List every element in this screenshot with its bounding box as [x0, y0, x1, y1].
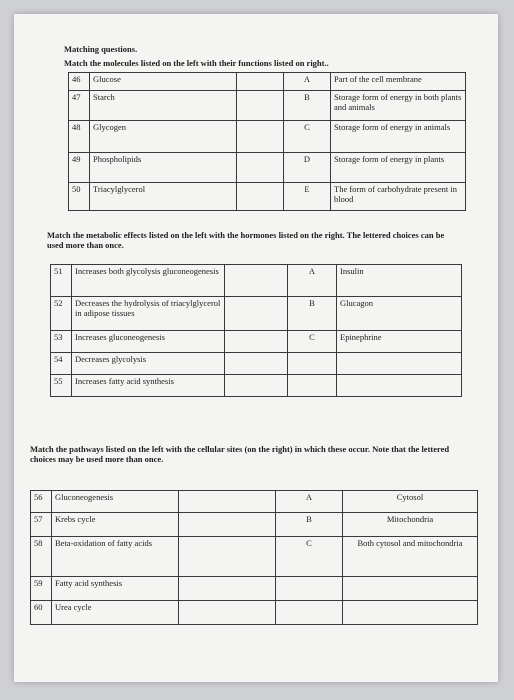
choice-letter: E — [284, 183, 331, 211]
answer-cell[interactable] — [225, 265, 288, 297]
choice-letter — [276, 601, 343, 625]
answer-cell[interactable] — [225, 375, 288, 397]
table-row — [31, 537, 478, 577]
table-row — [31, 513, 478, 537]
choice-text: Mitochondria — [343, 513, 478, 537]
choice-letter: D — [284, 153, 331, 183]
choice-text: Storage form of energy in plants — [331, 153, 466, 183]
section1-title: Matching questions. — [64, 44, 138, 54]
table-row — [69, 183, 466, 211]
answer-cell[interactable] — [237, 183, 284, 211]
choice-text: Epinephrine — [337, 331, 462, 353]
question-number: 57 — [31, 513, 52, 537]
left-item: Fatty acid synthesis — [52, 577, 179, 601]
table-row — [31, 577, 478, 601]
table-row — [69, 121, 466, 153]
molecules-table — [68, 72, 466, 211]
answer-cell[interactable] — [237, 73, 284, 91]
question-number: 50 — [69, 183, 90, 211]
choice-letter — [288, 375, 337, 397]
table-row — [69, 153, 466, 183]
table-row — [51, 353, 462, 375]
choice-text: Part of the cell membrane — [331, 73, 466, 91]
left-item: Increases both glycolysis gluconeogenesis — [72, 265, 225, 297]
question-number: 56 — [31, 491, 52, 513]
question-number: 53 — [51, 331, 72, 353]
worksheet-page — [14, 14, 498, 682]
left-item: Beta-oxidation of fatty acids — [52, 537, 179, 577]
left-item: Gluconeogenesis — [52, 491, 179, 513]
table-row — [31, 601, 478, 625]
answer-cell[interactable] — [225, 353, 288, 375]
question-number: 46 — [69, 73, 90, 91]
answer-cell[interactable] — [179, 577, 276, 601]
left-item: Increases gluconeogenesis — [72, 331, 225, 353]
left-item: Increases fatty acid synthesis — [72, 375, 225, 397]
question-number: 48 — [69, 121, 90, 153]
left-item: Urea cycle — [52, 601, 179, 625]
choice-text: Insulin — [337, 265, 462, 297]
answer-cell[interactable] — [179, 537, 276, 577]
question-number: 55 — [51, 375, 72, 397]
question-number: 49 — [69, 153, 90, 183]
answer-cell[interactable] — [237, 153, 284, 183]
choice-letter: C — [284, 121, 331, 153]
choice-letter: A — [276, 491, 343, 513]
choice-letter: B — [276, 513, 343, 537]
answer-cell[interactable] — [225, 297, 288, 331]
section1-instruction: Match the molecules listed on the left with their functions listed on right.. — [64, 58, 329, 68]
choice-letter — [276, 577, 343, 601]
choice-letter: B — [288, 297, 337, 331]
question-number: 60 — [31, 601, 52, 625]
answer-cell[interactable] — [179, 601, 276, 625]
choice-text: Storage form of energy in both plants and animals — [331, 91, 466, 121]
answer-cell[interactable] — [237, 91, 284, 121]
table-row — [51, 331, 462, 353]
section3-instruction: Match the pathways listed on the left with the cellular sites (on the right) in which these occur. Note that the lettered choices may be used more than once. — [30, 444, 450, 464]
answer-cell[interactable] — [237, 121, 284, 153]
choice-letter: C — [276, 537, 343, 577]
left-item: Glucose — [90, 73, 237, 91]
cellular-sites-table — [30, 490, 478, 625]
choice-letter: A — [288, 265, 337, 297]
section2-instruction: Match the metabolic effects listed on the left with the hormones listed on the right. The lettered choices can be used more than once. — [47, 230, 445, 250]
table-row — [69, 73, 466, 91]
choice-text: Cytosol — [343, 491, 478, 513]
table-row — [51, 297, 462, 331]
left-item: Decreases glycolysis — [72, 353, 225, 375]
question-number: 47 — [69, 91, 90, 121]
choice-letter: B — [284, 91, 331, 121]
question-number: 51 — [51, 265, 72, 297]
answer-cell[interactable] — [179, 513, 276, 537]
left-item: Triacylglycerol — [90, 183, 237, 211]
left-item: Phospholipids — [90, 153, 237, 183]
choice-text — [343, 577, 478, 601]
answer-cell[interactable] — [225, 331, 288, 353]
question-number: 52 — [51, 297, 72, 331]
left-item: Krebs cycle — [52, 513, 179, 537]
choice-letter: A — [284, 73, 331, 91]
table-row — [51, 265, 462, 297]
choice-text — [343, 601, 478, 625]
table-row — [51, 375, 462, 397]
choice-text: The form of carbohydrate present in blood — [331, 183, 466, 211]
table-row — [31, 491, 478, 513]
choice-letter — [288, 353, 337, 375]
choice-text — [337, 375, 462, 397]
left-item: Decreases the hydrolysis of triacylglycerol in adipose tissues — [72, 297, 225, 331]
question-number: 54 — [51, 353, 72, 375]
answer-cell[interactable] — [179, 491, 276, 513]
choice-text — [337, 353, 462, 375]
choice-text: Glucagon — [337, 297, 462, 331]
choice-text: Both cytosol and mitochondria — [343, 537, 478, 577]
choice-text: Storage form of energy in animals — [331, 121, 466, 153]
hormones-table — [50, 264, 462, 397]
left-item: Starch — [90, 91, 237, 121]
question-number: 59 — [31, 577, 52, 601]
table-row — [69, 91, 466, 121]
question-number: 58 — [31, 537, 52, 577]
left-item: Glycogen — [90, 121, 237, 153]
choice-letter: C — [288, 331, 337, 353]
